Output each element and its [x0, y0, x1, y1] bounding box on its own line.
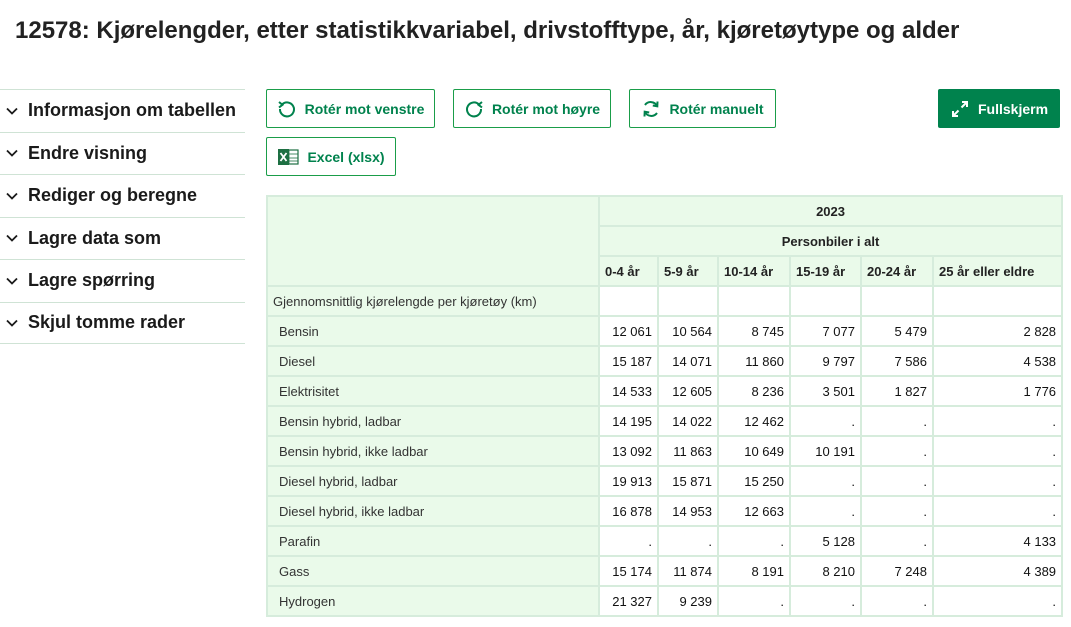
age-header: 20-24 år — [861, 256, 933, 286]
age-header: 0-4 år — [599, 256, 658, 286]
data-cell: 4 389 — [933, 556, 1062, 586]
data-cell: 13 092 — [599, 436, 658, 466]
data-cell: . — [790, 586, 861, 616]
rotate-left-label: Rotér mot venstre — [304, 100, 425, 117]
data-cell: 9 239 — [658, 586, 718, 616]
chevron-down-icon — [5, 231, 19, 245]
data-cell: 8 745 — [718, 316, 790, 346]
data-cell: . — [933, 586, 1062, 616]
data-cell: 2 828 — [933, 316, 1062, 346]
rotate-right-label: Rotér mot høyre — [491, 100, 601, 117]
data-cell: . — [790, 406, 861, 436]
row-label: Hydrogen — [267, 586, 599, 616]
table-row — [267, 556, 1062, 586]
data-cell: . — [790, 496, 861, 526]
table-row — [267, 316, 1062, 346]
excel-download-button[interactable] — [266, 137, 396, 176]
vehicle-type-header: Personbiler i alt — [599, 226, 1062, 256]
accordion-save-query[interactable] — [0, 259, 245, 302]
accordion-label: Skjul tomme rader — [28, 312, 186, 333]
fullscreen-label: Fullskjerm — [977, 100, 1049, 117]
data-cell: . — [718, 526, 790, 556]
rotate-manual-icon — [641, 99, 661, 119]
variable-row — [267, 286, 1062, 316]
row-label: Bensin — [267, 316, 599, 346]
data-cell: 4 538 — [933, 346, 1062, 376]
data-cell: 5 128 — [790, 526, 861, 556]
chevron-down-icon — [5, 274, 19, 288]
table-row — [267, 376, 1062, 406]
rotate-left-button[interactable] — [266, 89, 435, 128]
accordion-table-info[interactable] — [0, 89, 245, 132]
year-header: 2023 — [599, 196, 1062, 226]
data-cell: 7 248 — [861, 556, 933, 586]
row-label: Bensin hybrid, ikke ladbar — [267, 436, 599, 466]
data-cell: . — [658, 526, 718, 556]
rotate-right-icon — [464, 99, 484, 119]
data-cell: 10 649 — [718, 436, 790, 466]
row-label: Gass — [267, 556, 599, 586]
data-cell: . — [599, 526, 658, 556]
data-cell: . — [861, 436, 933, 466]
data-cell: . — [790, 466, 861, 496]
chevron-down-icon — [5, 104, 19, 118]
fullscreen-button[interactable] — [938, 89, 1060, 128]
data-cell: 16 878 — [599, 496, 658, 526]
data-cell: . — [933, 496, 1062, 526]
data-cell: 12 061 — [599, 316, 658, 346]
row-label: Diesel hybrid, ladbar — [267, 466, 599, 496]
data-cell: 12 663 — [718, 496, 790, 526]
data-cell: 14 953 — [658, 496, 718, 526]
data-cell: . — [933, 436, 1062, 466]
data-cell: 14 071 — [658, 346, 718, 376]
data-cell: . — [861, 466, 933, 496]
accordion-label: Rediger og beregne — [28, 185, 198, 206]
data-cell: 15 871 — [658, 466, 718, 496]
data-cell: . — [861, 496, 933, 526]
data-table-container — [266, 195, 1061, 617]
data-cell: 14 533 — [599, 376, 658, 406]
data-cell: 10 564 — [658, 316, 718, 346]
data-cell: 11 860 — [718, 346, 790, 376]
data-table — [266, 195, 1063, 617]
excel-label: Excel (xlsx) — [307, 148, 385, 165]
data-cell: 1 776 — [933, 376, 1062, 406]
rotate-left-icon — [277, 99, 297, 119]
data-cell: 12 462 — [718, 406, 790, 436]
accordion-change-view[interactable] — [0, 132, 245, 175]
row-label: Elektrisitet — [267, 376, 599, 406]
data-cell: . — [718, 586, 790, 616]
chevron-down-icon — [5, 146, 19, 160]
data-cell: 19 913 — [599, 466, 658, 496]
row-label: Diesel hybrid, ikke ladbar — [267, 496, 599, 526]
accordion-label: Informasjon om tabellen — [28, 100, 237, 121]
expand-icon — [950, 99, 970, 119]
data-cell: 7 077 — [790, 316, 861, 346]
data-cell: 14 022 — [658, 406, 718, 436]
table-row — [267, 586, 1062, 616]
excel-icon — [277, 148, 299, 166]
data-cell: . — [861, 406, 933, 436]
data-cell: 15 174 — [599, 556, 658, 586]
sidebar — [0, 89, 245, 344]
rotate-manual-label: Rotér manuelt — [669, 100, 764, 117]
row-label: Parafin — [267, 526, 599, 556]
table-stub-header — [267, 196, 599, 286]
data-cell: 3 501 — [790, 376, 861, 406]
data-cell: 8 236 — [718, 376, 790, 406]
accordion-hide-empty-rows[interactable] — [0, 302, 245, 345]
age-header: 15-19 år — [790, 256, 861, 286]
accordion-label: Lagre data som — [28, 227, 162, 248]
data-cell: 21 327 — [599, 586, 658, 616]
age-header: 5-9 år — [658, 256, 718, 286]
data-cell: 7 586 — [861, 346, 933, 376]
data-cell: 5 479 — [861, 316, 933, 346]
data-cell: . — [861, 526, 933, 556]
data-cell: 9 797 — [790, 346, 861, 376]
rotate-manual-button[interactable] — [629, 89, 776, 128]
row-label: Bensin hybrid, ladbar — [267, 406, 599, 436]
accordion-edit-calculate[interactable] — [0, 174, 245, 217]
page-title: 12578: Kjørelengder, etter statistikkvariabel, drivstofftype, år, kjøretøytype og alder — [15, 17, 960, 44]
table-row — [267, 466, 1062, 496]
rotate-right-button[interactable] — [453, 89, 611, 128]
data-cell: 8 191 — [718, 556, 790, 586]
data-cell: 1 827 — [861, 376, 933, 406]
data-cell: 12 605 — [658, 376, 718, 406]
age-header: 25 år eller eldre — [933, 256, 1062, 286]
data-cell: 4 133 — [933, 526, 1062, 556]
data-cell: . — [933, 406, 1062, 436]
data-cell: 11 874 — [658, 556, 718, 586]
table-row — [267, 526, 1062, 556]
data-cell: 11 863 — [658, 436, 718, 466]
data-cell: . — [933, 466, 1062, 496]
data-cell: . — [861, 586, 933, 616]
data-cell: 10 191 — [790, 436, 861, 466]
chevron-down-icon — [5, 316, 19, 330]
table-row — [267, 496, 1062, 526]
accordion-label: Lagre spørring — [28, 270, 156, 291]
table-row — [267, 436, 1062, 466]
variable-label: Gjennomsnittlig kjørelengde per kjøretøy (km) — [267, 286, 599, 316]
accordion-save-data[interactable] — [0, 217, 245, 260]
data-cell: 14 195 — [599, 406, 658, 436]
table-row — [267, 346, 1062, 376]
data-cell: 8 210 — [790, 556, 861, 586]
chevron-down-icon — [5, 189, 19, 203]
row-label: Diesel — [267, 346, 599, 376]
age-header: 10-14 år — [718, 256, 790, 286]
accordion-label: Endre visning — [28, 142, 148, 163]
data-cell: 15 187 — [599, 346, 658, 376]
data-cell: 15 250 — [718, 466, 790, 496]
table-row — [267, 406, 1062, 436]
